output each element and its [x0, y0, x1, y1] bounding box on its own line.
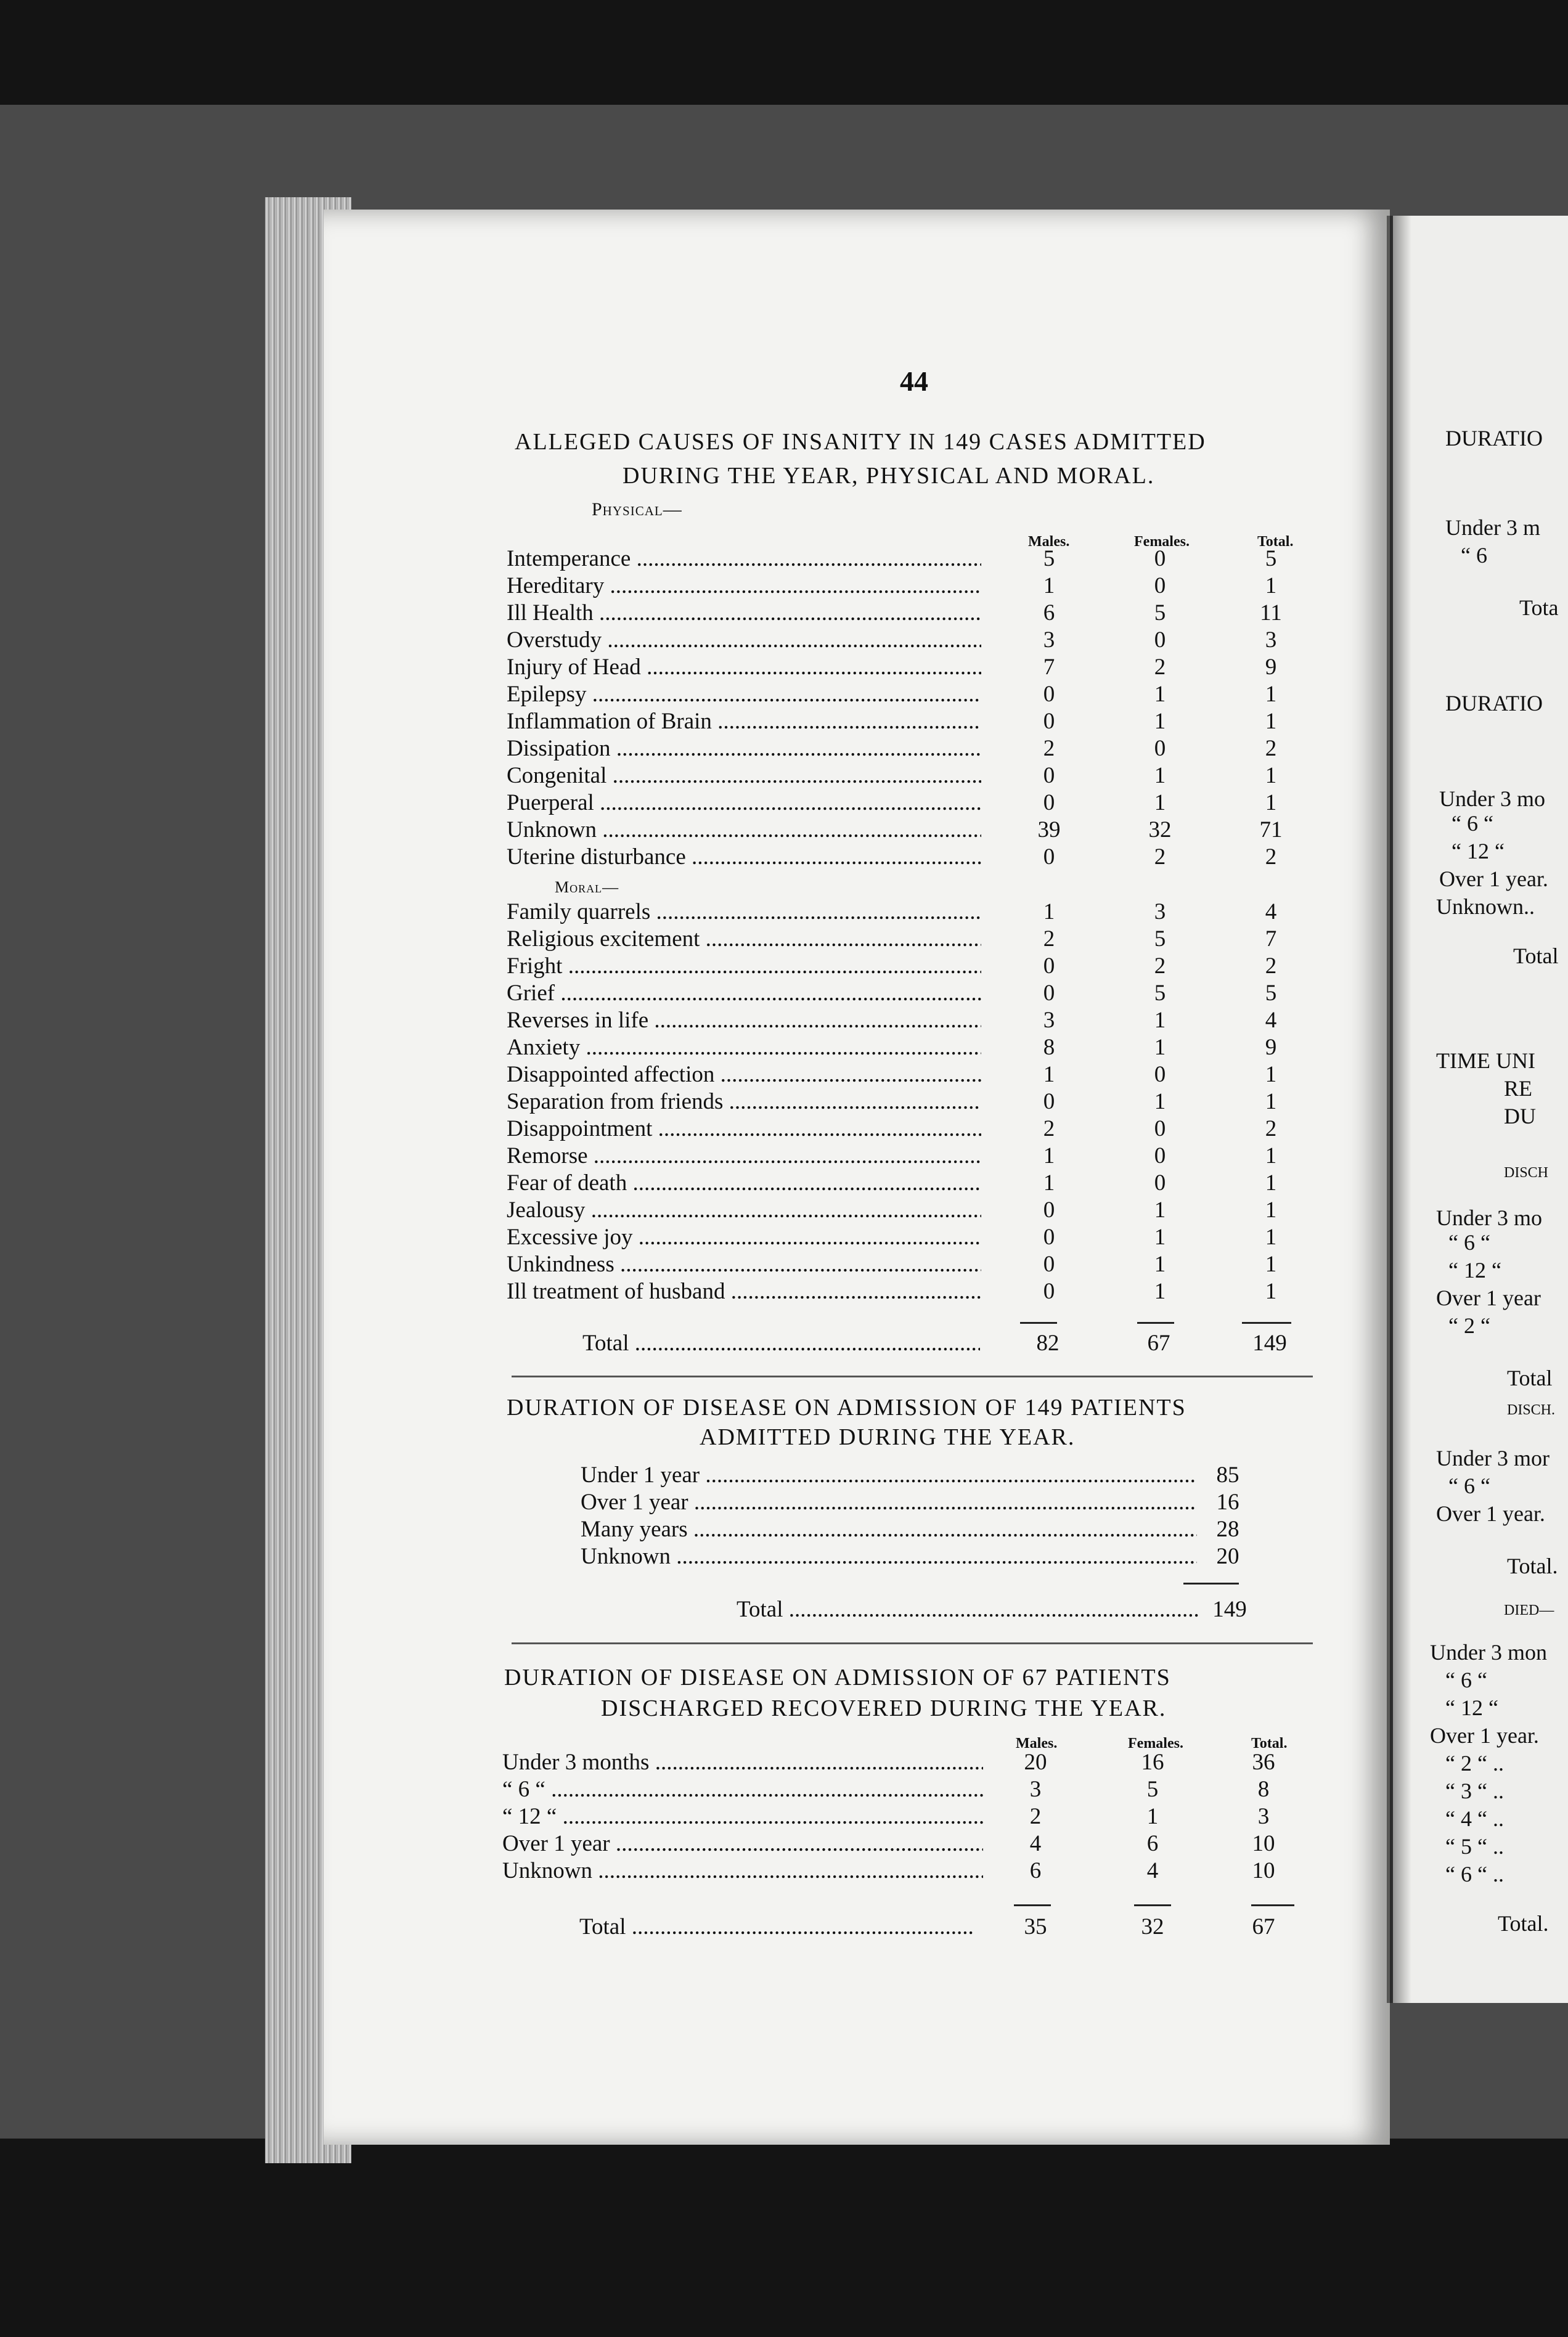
cell-females: 0 — [1154, 1062, 1166, 1087]
cell-value: 20 — [1216, 1544, 1239, 1569]
cell-males: 0 — [1043, 682, 1055, 707]
page-number: 44 — [900, 365, 928, 397]
column-header-total: Total. — [1251, 1735, 1288, 1752]
cell-total: 11 — [1260, 600, 1282, 626]
facing-page-fragment: Under 3 mo — [1436, 1205, 1542, 1230]
total-females: 67 — [1147, 1331, 1170, 1356]
cell-males: 0 — [1043, 844, 1055, 870]
cell-females: 6 — [1146, 1831, 1159, 1856]
row-label: Intemperance ..... — [507, 545, 981, 573]
cell-total: 1 — [1265, 1279, 1277, 1304]
cell-total: 5 — [1265, 981, 1277, 1006]
total-label: Total ..... — [579, 1914, 974, 1941]
cell-total: 10 — [1252, 1831, 1275, 1856]
facing-page-fragment: “ 4 “ .. — [1445, 1806, 1504, 1831]
cell-females: 1 — [1154, 1008, 1166, 1033]
cell-value: 28 — [1216, 1517, 1239, 1542]
cell-total: 2 — [1265, 844, 1277, 870]
row-label: Epilepsy ..... — [507, 681, 981, 708]
cell-females: 2 — [1154, 655, 1166, 680]
facing-page-fragment: “ 2 “ .. — [1445, 1751, 1504, 1776]
cell-females: 1 — [1154, 790, 1166, 815]
facing-page-fragment: “ 3 “ .. — [1445, 1779, 1504, 1803]
cell-males: 0 — [1043, 1089, 1055, 1114]
facing-page-fragment: Total. — [1507, 1554, 1558, 1578]
cell-males: 2 — [1043, 926, 1055, 952]
duration-admitted-title-line2: ADMITTED DURING THE YEAR. — [700, 1424, 1076, 1450]
cell-males: 2 — [1029, 1804, 1042, 1829]
column-header-males: Males. — [1028, 534, 1070, 550]
cell-total: 1 — [1265, 1197, 1277, 1223]
cell-males: 0 — [1043, 709, 1055, 734]
column-header-males: Males. — [1016, 1735, 1058, 1752]
facing-page-fragment: “ 6 “ — [1448, 1230, 1490, 1255]
cell-females: 0 — [1154, 627, 1166, 653]
column-header-females: Females. — [1128, 1735, 1183, 1752]
cell-males: 1 — [1043, 899, 1055, 924]
total-females: 32 — [1141, 1914, 1164, 1939]
cell-males: 0 — [1043, 1279, 1055, 1304]
total-label: Total ..... — [737, 1596, 1199, 1623]
facing-page-fragment: Over 1 year — [1436, 1286, 1541, 1310]
cell-males: 0 — [1043, 1225, 1055, 1250]
row-label: Over 1 year ..... — [502, 1830, 983, 1858]
cell-total: 2 — [1265, 953, 1277, 979]
sum-line — [1251, 1904, 1294, 1906]
cell-total: 3 — [1265, 627, 1277, 653]
facing-page-fragment: “ 6 “ — [1445, 1668, 1487, 1692]
cell-total: 1 — [1265, 1170, 1277, 1196]
cell-total: 36 — [1252, 1750, 1275, 1775]
facing-page-fragment: Under 3 m — [1445, 515, 1540, 540]
facing-page-fragment: DISCH — [1504, 1165, 1549, 1181]
causes-title-line1: ALLEGED CAUSES OF INSANITY IN 149 CASES ADMITTED — [515, 429, 1206, 455]
row-label: Unknown ..... — [502, 1858, 983, 1885]
row-label: Excessive joy ..... — [507, 1224, 981, 1251]
duration-discharged-title-line2: DISCHARGED RECOVERED DURING THE YEAR. — [601, 1695, 1167, 1721]
cell-females: 1 — [1154, 1225, 1166, 1250]
cell-total: 1 — [1265, 763, 1277, 788]
row-label: Ill treatment of husband ..... — [507, 1278, 981, 1305]
row-label: Jealousy ..... — [507, 1197, 981, 1224]
cell-total: 71 — [1259, 817, 1283, 842]
cell-males: 0 — [1043, 1197, 1055, 1223]
row-label: Reverses in life ..... — [507, 1007, 981, 1034]
facing-page-fragment: “ 12 “ — [1448, 1258, 1501, 1283]
total-males: 35 — [1024, 1914, 1047, 1939]
cell-total: 1 — [1265, 790, 1277, 815]
column-header-females: Females. — [1134, 534, 1190, 550]
cell-females: 5 — [1154, 981, 1166, 1006]
cell-total: 5 — [1265, 546, 1277, 571]
row-label: Disappointed affection ..... — [507, 1061, 981, 1088]
row-label: Fright ..... — [507, 953, 981, 980]
duration-admitted-title-line1: DURATION OF DISEASE ON ADMISSION OF 149 PATIENTS — [507, 1395, 1186, 1421]
total-value: 149 — [1212, 1597, 1247, 1622]
cell-males: 0 — [1043, 1252, 1055, 1277]
cell-females: 5 — [1154, 926, 1166, 952]
row-label: Congenital ..... — [507, 762, 981, 789]
cell-females: 16 — [1141, 1750, 1164, 1775]
cell-total: 9 — [1265, 655, 1277, 680]
cell-total: 9 — [1265, 1035, 1277, 1060]
row-label: Uterine disturbance ..... — [507, 844, 981, 871]
cell-females: 1 — [1154, 1035, 1166, 1060]
duration-discharged-title-line1: DURATION OF DISEASE ON ADMISSION OF 67 PATIENTS — [504, 1665, 1171, 1691]
cell-females: 3 — [1154, 899, 1166, 924]
facing-page-fragment: Under 3 mon — [1430, 1640, 1547, 1665]
facing-page-fragment: Unknown.. — [1436, 894, 1535, 919]
row-label: Puerperal ..... — [507, 789, 981, 817]
cell-females: 5 — [1146, 1777, 1159, 1802]
row-label: Inflammation of Brain ..... — [507, 708, 981, 735]
cell-males: 7 — [1043, 655, 1055, 680]
cell-males: 8 — [1043, 1035, 1055, 1060]
cell-females: 1 — [1154, 763, 1166, 788]
facing-page-fragment: “ 6 “ — [1448, 1474, 1490, 1498]
sum-line — [1014, 1904, 1051, 1906]
facing-page-fragment: DIED— — [1504, 1602, 1554, 1618]
row-label: Unkindness ..... — [507, 1251, 981, 1278]
facing-page-fragment: DURATIO — [1445, 426, 1543, 451]
row-label: Anxiety ..... — [507, 1034, 981, 1061]
row-label: “ 12 “ ..... — [502, 1803, 983, 1830]
cell-females: 0 — [1154, 573, 1166, 598]
facing-page-fragment: RE — [1504, 1076, 1533, 1101]
cell-total: 1 — [1265, 1143, 1277, 1168]
total-males: 82 — [1036, 1331, 1060, 1356]
facing-page-fragment: DU — [1504, 1104, 1536, 1128]
cell-males: 1 — [1043, 1143, 1055, 1168]
cell-males: 1 — [1043, 1170, 1055, 1196]
row-label: Overstudy ..... — [507, 627, 981, 654]
cell-females: 1 — [1146, 1804, 1159, 1829]
cell-females: 0 — [1154, 1170, 1166, 1196]
cell-total: 4 — [1265, 899, 1277, 924]
sum-line — [1242, 1322, 1291, 1324]
cell-total: 8 — [1257, 1777, 1270, 1802]
sum-line — [1134, 1904, 1171, 1906]
section-divider — [512, 1642, 1313, 1644]
facing-page-fragment: “ 6 — [1461, 543, 1487, 568]
facing-page-fragment: “ 6 “ — [1452, 811, 1493, 836]
row-label: Ill Health ..... — [507, 600, 981, 627]
row-label: Many years ..... — [581, 1516, 1197, 1543]
cell-total: 1 — [1265, 1089, 1277, 1114]
cell-females: 0 — [1154, 1143, 1166, 1168]
cell-females: 0 — [1154, 1116, 1166, 1141]
row-label: Dissipation ..... — [507, 735, 981, 762]
row-label: Unknown ..... — [581, 1543, 1197, 1570]
cell-females: 1 — [1154, 1197, 1166, 1223]
facing-page-fragment: DISCH. — [1507, 1402, 1556, 1418]
cell-females: 2 — [1154, 844, 1166, 870]
cell-total: 1 — [1265, 1225, 1277, 1250]
row-label: Fear of death ..... — [507, 1170, 981, 1197]
cell-total: 7 — [1265, 926, 1277, 952]
sum-line — [1020, 1322, 1057, 1324]
cell-females: 1 — [1154, 1089, 1166, 1114]
cell-males: 0 — [1043, 790, 1055, 815]
causes-title-line2: DURING THE YEAR, PHYSICAL AND MORAL. — [623, 463, 1155, 489]
cell-males: 3 — [1029, 1777, 1042, 1802]
row-label: Grief ..... — [507, 980, 981, 1007]
sum-line — [1137, 1322, 1174, 1324]
row-label: Family quarrels ..... — [507, 899, 981, 926]
row-label: Unknown ..... — [507, 817, 981, 844]
facing-page-fragment: Under 3 mo — [1439, 786, 1545, 811]
row-label: Remorse ..... — [507, 1143, 981, 1170]
total-label: Total ..... — [582, 1330, 980, 1357]
facing-page-fragment: Over 1 year. — [1436, 1501, 1545, 1526]
cell-value: 16 — [1216, 1490, 1239, 1515]
row-label: Disappointment ..... — [507, 1115, 981, 1143]
cell-total: 4 — [1265, 1008, 1277, 1033]
cell-total: 1 — [1265, 1062, 1277, 1087]
cell-females: 2 — [1154, 953, 1166, 979]
cell-males: 6 — [1043, 600, 1055, 626]
cell-total: 2 — [1265, 1116, 1277, 1141]
row-label: “ 6 “ ..... — [502, 1776, 983, 1803]
cell-males: 0 — [1043, 763, 1055, 788]
cell-females: 5 — [1154, 600, 1166, 626]
facing-page-fragment: “ 12 “ — [1445, 1695, 1498, 1720]
facing-page-fragment: Total — [1507, 1366, 1553, 1390]
total-total: 67 — [1252, 1914, 1275, 1939]
cell-males: 5 — [1043, 546, 1055, 571]
cell-total: 1 — [1265, 573, 1277, 598]
facing-page-fragment: Over 1 year. — [1439, 867, 1548, 891]
cell-females: 1 — [1154, 1252, 1166, 1277]
facing-page-fragment: Total. — [1498, 1911, 1549, 1936]
column-header-total: Total. — [1257, 534, 1294, 550]
cell-total: 1 — [1265, 682, 1277, 707]
cell-females: 0 — [1154, 546, 1166, 571]
cell-males: 6 — [1029, 1858, 1042, 1883]
cell-total: 3 — [1257, 1804, 1270, 1829]
facing-page-fragment: Tota — [1519, 595, 1559, 620]
cell-males: 3 — [1043, 1008, 1055, 1033]
cell-males: 1 — [1043, 573, 1055, 598]
cell-total: 2 — [1265, 736, 1277, 761]
moral-label: Moral— — [555, 878, 619, 896]
cell-value: 85 — [1216, 1462, 1239, 1488]
cell-females: 1 — [1154, 709, 1166, 734]
cell-total: 1 — [1265, 709, 1277, 734]
sum-line — [1183, 1583, 1239, 1585]
cell-males: 1 — [1043, 1062, 1055, 1087]
row-label: Over 1 year ..... — [581, 1489, 1197, 1516]
cell-males: 3 — [1043, 627, 1055, 653]
cell-males: 0 — [1043, 981, 1055, 1006]
cell-females: 1 — [1154, 682, 1166, 707]
cell-females: 32 — [1148, 817, 1172, 842]
cell-females: 0 — [1154, 736, 1166, 761]
row-label: Injury of Head ..... — [507, 654, 981, 681]
cell-total: 10 — [1252, 1858, 1275, 1883]
facing-page-fragment: Over 1 year. — [1430, 1723, 1539, 1748]
facing-page-fragment: TIME UNI — [1436, 1048, 1535, 1073]
cell-males: 2 — [1043, 1116, 1055, 1141]
cell-females: 4 — [1146, 1858, 1159, 1883]
cell-males: 20 — [1024, 1750, 1047, 1775]
cell-females: 1 — [1154, 1279, 1166, 1304]
cell-males: 39 — [1037, 817, 1061, 842]
facing-page-fragment: “ 6 “ .. — [1445, 1862, 1504, 1886]
physical-label: Physical— — [592, 499, 682, 520]
cell-males: 4 — [1029, 1831, 1042, 1856]
cell-males: 0 — [1043, 953, 1055, 979]
row-label: Under 3 months ..... — [502, 1749, 983, 1776]
facing-page-fragment: “ 2 “ — [1448, 1313, 1490, 1338]
row-label: Religious excitement ..... — [507, 926, 981, 953]
facing-page-fragment: Total — [1513, 944, 1559, 968]
row-label: Under 1 year ..... — [581, 1462, 1197, 1489]
facing-page-fragment: DURATIO — [1445, 691, 1543, 716]
cell-total: 1 — [1265, 1252, 1277, 1277]
facing-page-fragment: “ 5 “ .. — [1445, 1834, 1504, 1859]
row-label: Hereditary ..... — [507, 573, 981, 600]
section-divider — [512, 1376, 1313, 1377]
row-label: Separation from friends ..... — [507, 1088, 981, 1115]
facing-page-fragment: “ 12 “ — [1452, 839, 1505, 863]
total-total: 149 — [1252, 1331, 1287, 1356]
facing-page-fragment: Under 3 mor — [1436, 1446, 1550, 1470]
cell-males: 2 — [1043, 736, 1055, 761]
gutter-shadow — [1387, 216, 1411, 2003]
